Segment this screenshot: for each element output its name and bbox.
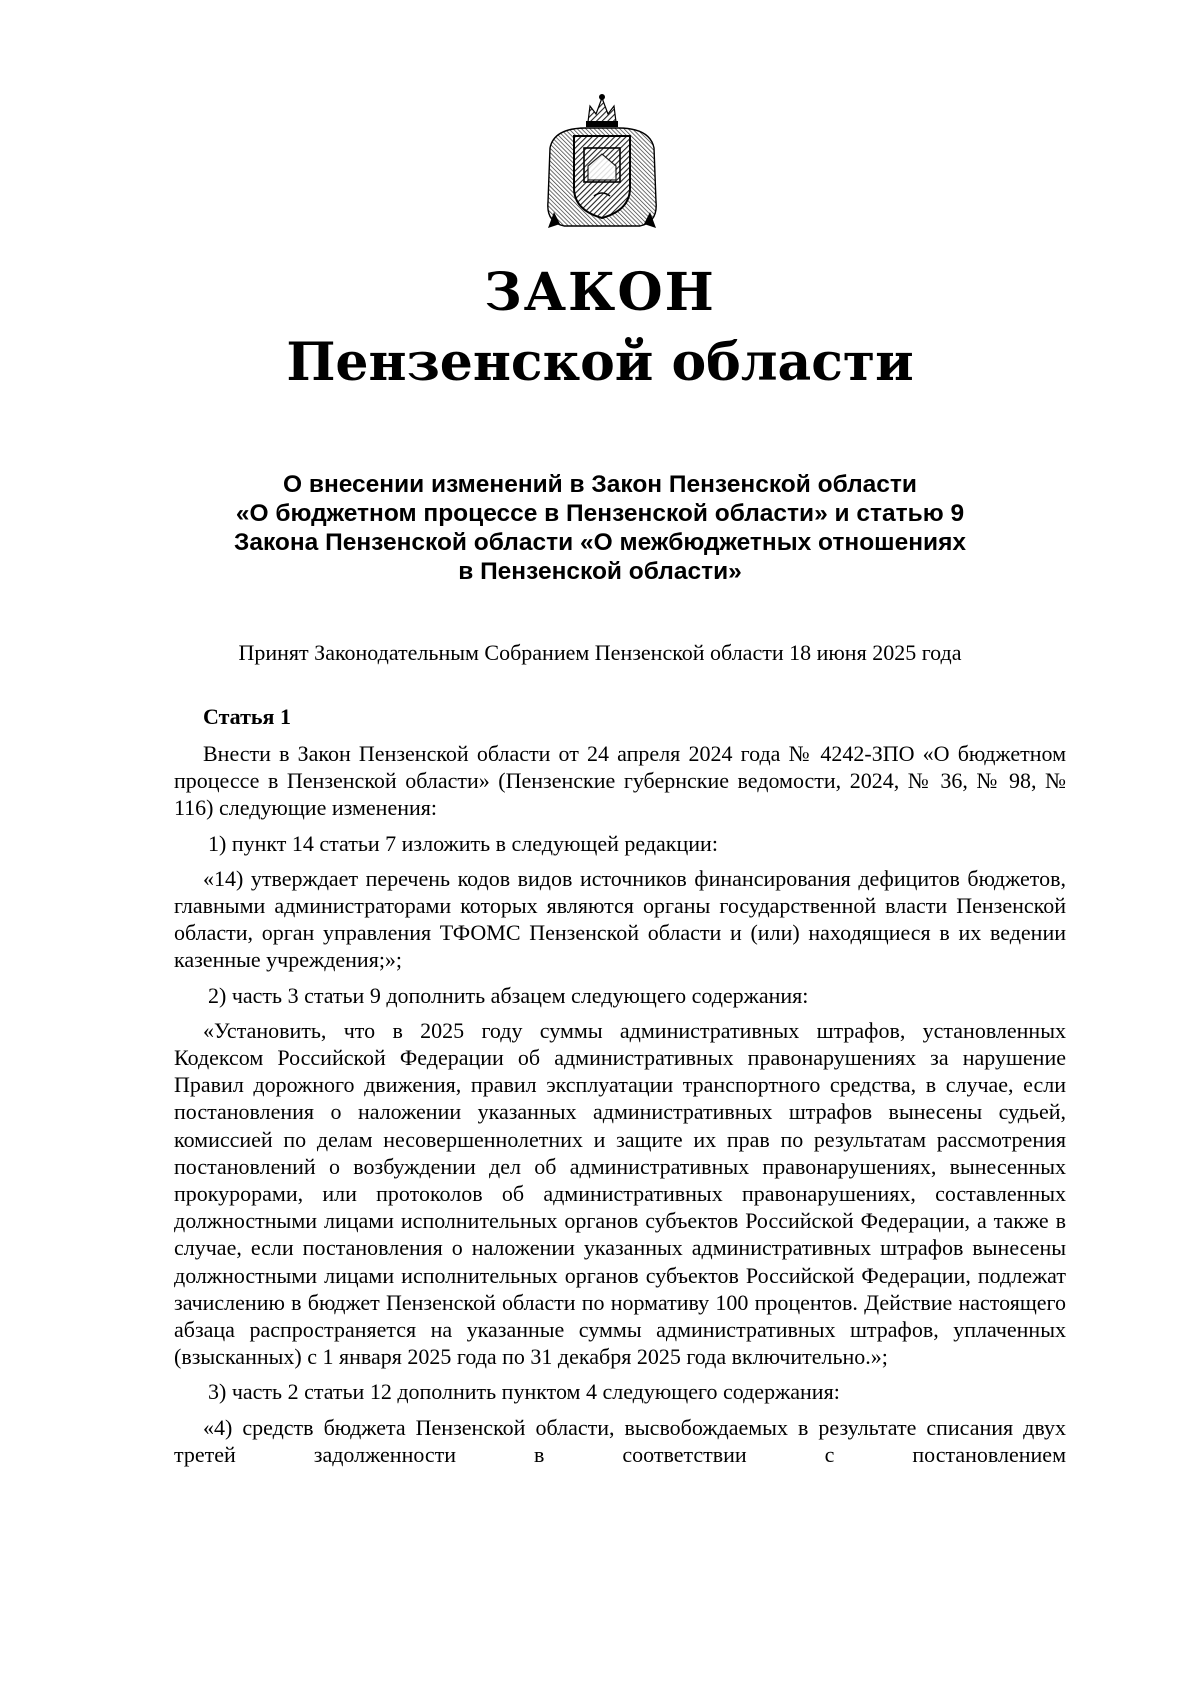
- penza-coat-of-arms-icon: [540, 92, 664, 234]
- law-region: Пензенской области: [286, 332, 914, 393]
- amendment-item-3: 3) часть 2 статьи 12 дополнить пунктом 4 следующего содержания:: [208, 1379, 840, 1405]
- law-subject: [0, 470, 1200, 586]
- subject-line: «О бюджетном процессе в Пензенской области» и статью 9: [235, 500, 965, 527]
- amendment-text-2: «Установить, что в 2025 году суммы административных штрафов, установленных Кодексом Российской Федерации об административных правонарушениях за нарушение Правил дорожного движения, правил эксплуатации транспортного средства, в случае, если постановления о наложении указанных административных штрафов вынесены судьей, комиссией по делам несовершеннолетних и защите их прав по результатам рассмотрения постановлений о возбуждении дел об административных правонарушениях, вынесенных прокурорами, или протоколов об административных правонарушениях, составленных должностными лицами исполнительных органов субъектов Российской Федерации, а также в случае, если постановления о наложении указанных административных штрафов вынесены должностными лицами исполнительных органов субъектов Российской Федерации, подлежат зачислению в бюджет Пензенской области по нормативу 100 процентов. Действие настоящего абзаца распространяется на указанные суммы административных штрафов, уплаченных (взысканных) с 1 января 2025 года по 31 декабря 2025 года включительно.»;: [174, 1017, 1066, 1370]
- subject-line: в Пензенской области»: [458, 558, 742, 585]
- amendment-text-3: «4) средств бюджета Пензенской области, высвобождаемых в результате списания двух третей задолженности в соответствии с постановлением: [174, 1414, 1066, 1467]
- adoption-note: Принят Законодательным Собранием Пензенской области 18 июня 2025 года: [238, 640, 962, 665]
- article-body: [174, 740, 1066, 1468]
- subject-line: Закона Пензенской области «О межбюджетных отношениях: [233, 529, 966, 556]
- intro-paragraph: Внести в Закон Пензенской области от 24 апреля 2024 года № 4242-ЗПО «О бюджетном процессе в Пензенской области» (Пензенские губернские ведомости, 2024, № 36, № 98, № 116) следующие изменения:: [174, 741, 1066, 821]
- law-heading: ЗАКОН: [484, 262, 716, 323]
- article-title: Статья 1: [203, 704, 291, 729]
- amendment-item-2: 2) часть 3 статьи 9 дополнить абзацем следующего содержания:: [208, 982, 809, 1008]
- amendment-item-1: 1) пункт 14 статьи 7 изложить в следующей редакции:: [208, 830, 718, 856]
- amendment-text-1: «14) утверждает перечень кодов видов источников финансирования дефицитов бюджетов, главными администраторами которых являются органы государственной власти Пензенской области, орган управления ТФОМС Пензенской области и (или) находящиеся в их ведении казенные учреждения;»;: [174, 865, 1066, 973]
- subject-line: О внесении изменений в Закон Пензенской области: [283, 471, 917, 498]
